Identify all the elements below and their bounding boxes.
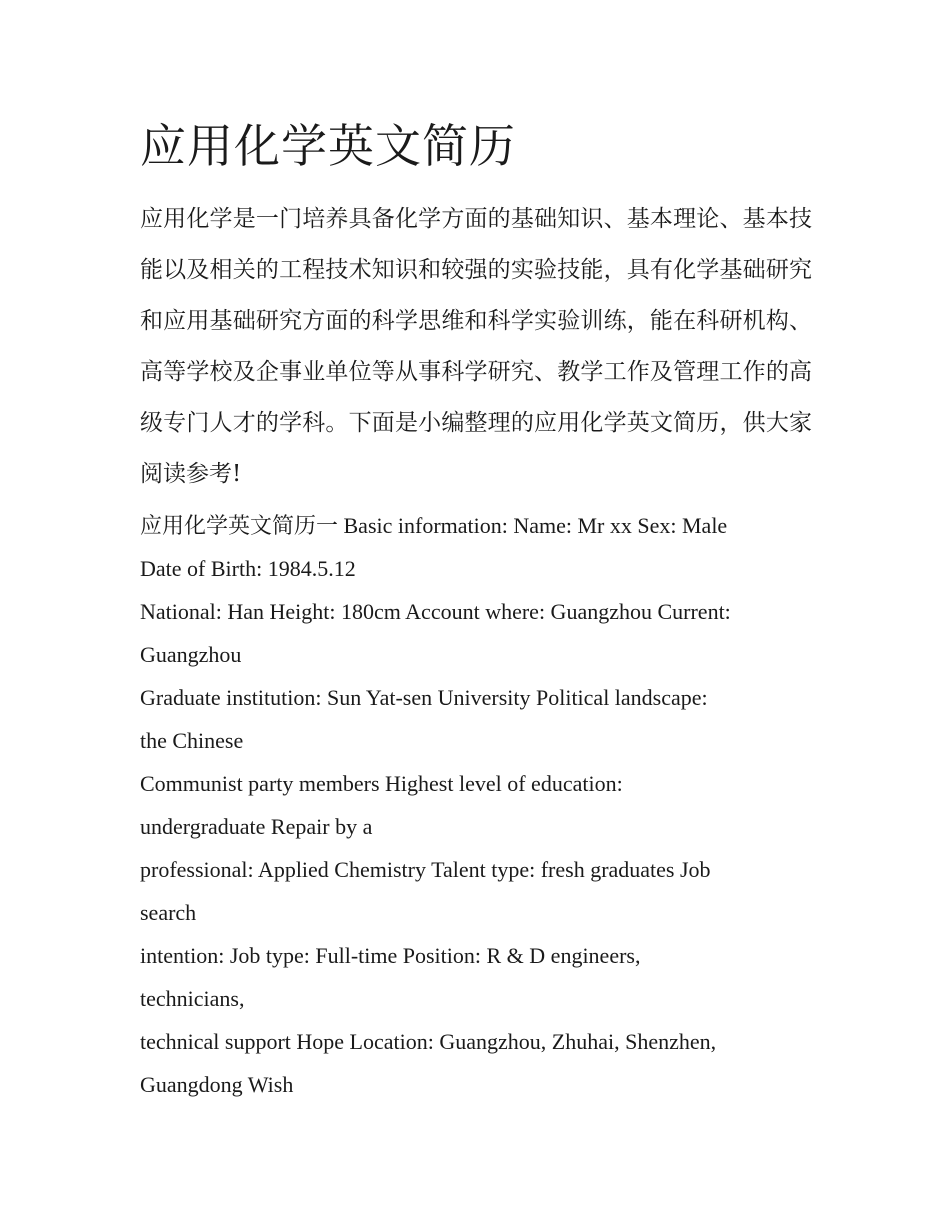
resume-line: Communist party members Highest level of education: <box>140 771 623 796</box>
intro-paragraph: 应用化学是一门培养具备化学方面的基础知识、基本理论、基本技能以及相关的工程技术知识和较强的实验技能，具有化学基础研究和应用基础研究方面的科学思维和科学实验训练，能在科研机构、高等学校及企事业单位等从事科学研究、教学工作及管理工作的高级专门人才的学科。下面是小编整理的应用化学英文简历，供大家阅读参考! <box>140 206 812 487</box>
resume-section <box>140 504 812 1106</box>
resume-line: technicians, <box>140 986 245 1011</box>
resume-line: intention: Job type: Full-time Position: R & D engineers, <box>140 943 641 968</box>
document-page <box>140 112 812 1106</box>
resume-line: National: Han Height: 180cm Account where: Guangzhou Current: <box>140 599 731 624</box>
resume-line: the Chinese <box>140 728 244 753</box>
resume-line: professional: Applied Chemistry Talent type: fresh graduates Job <box>140 857 711 882</box>
resume-line: search <box>140 900 197 925</box>
resume-line: Guangdong Wish <box>140 1072 294 1097</box>
page-title: 应用化学英文简历 <box>140 119 516 173</box>
resume-line: Date of Birth: 1984.5.12 <box>140 556 356 581</box>
resume-line: undergraduate Repair by a <box>140 814 373 839</box>
resume-line: Guangzhou <box>140 642 242 667</box>
resume-line: 应用化学英文简历一 Basic information: Name: Mr xx Sex: Male <box>140 513 728 538</box>
resume-line: Graduate institution: Sun Yat-sen University Political landscape: <box>140 685 708 710</box>
resume-line: technical support Hope Location: Guangzhou, Zhuhai, Shenzhen, <box>140 1029 717 1054</box>
